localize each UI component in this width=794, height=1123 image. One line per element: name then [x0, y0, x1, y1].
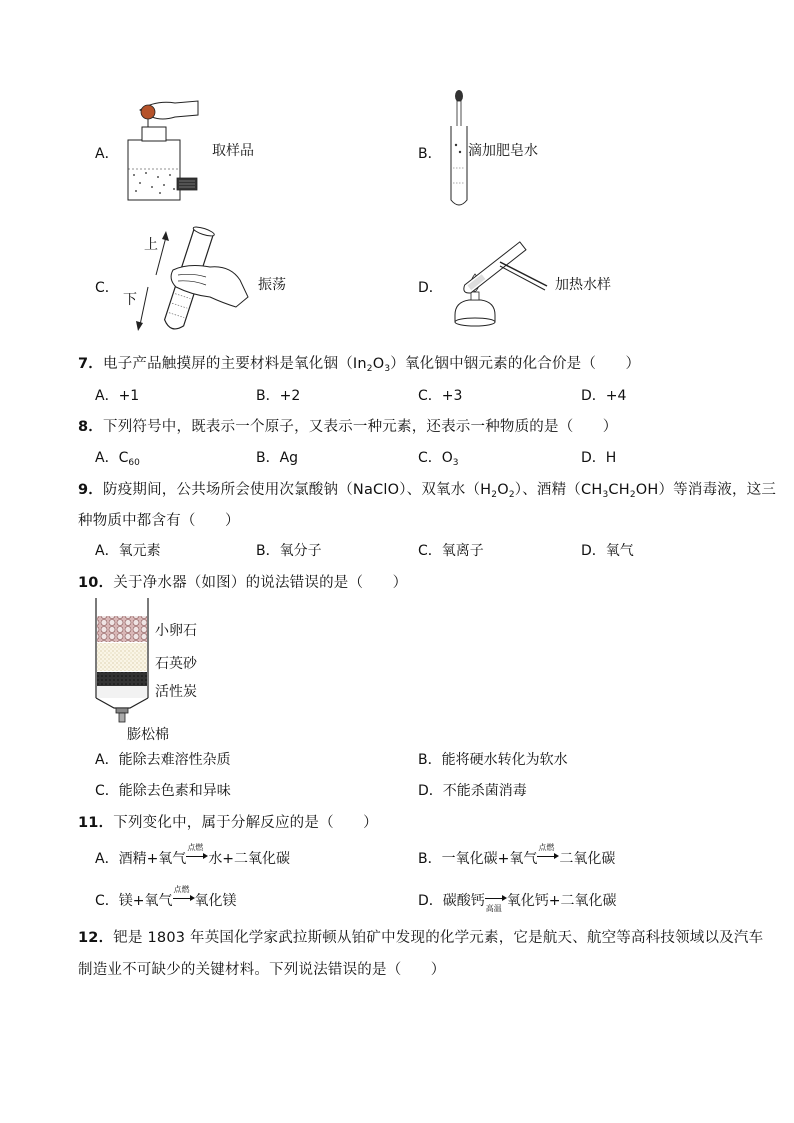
- question-10: 10．关于净水器（如图）的说法错误的是（ ）: [78, 575, 408, 591]
- question-11: 11．下列变化中，属于分解反应的是（ ）: [78, 815, 378, 831]
- q9-option-c[interactable]: C．氧离子: [418, 543, 484, 559]
- sample-bottle-illustration: [120, 95, 210, 205]
- activated-carbon-label: 活性炭: [155, 684, 197, 700]
- q8-option-a[interactable]: A．$C_{60}$: [95, 450, 140, 468]
- question-number: 9．: [78, 482, 103, 498]
- figure-c-letter: C．: [95, 280, 119, 296]
- question-number: 11．: [78, 815, 114, 831]
- q10-option-d[interactable]: D．不能杀菌消毒: [418, 783, 527, 799]
- quartz-sand-label: 石英砂: [155, 656, 197, 672]
- question-number: 12．: [78, 930, 114, 946]
- q7-option-a[interactable]: A．+1: [95, 388, 140, 404]
- pebble-label: 小卵石: [155, 623, 197, 639]
- up-label: 上: [144, 237, 158, 253]
- q7-option-d[interactable]: D．+4: [581, 388, 627, 404]
- q11-option-c[interactable]: C．镁+氧气 点燃 氧化镁: [95, 885, 237, 909]
- question-number: 8．: [78, 419, 103, 435]
- question-12-line-2: 制造业不可缺少的关键材料。下列说法错误的是（ ）: [78, 962, 446, 978]
- figure-a-letter: A．: [95, 146, 119, 162]
- q8-option-d[interactable]: D．H: [581, 450, 617, 466]
- reaction-arrow-icon: 高温: [485, 893, 507, 907]
- q11-option-b[interactable]: B．一氧化碳+氧气 点燃 二氧化碳: [418, 843, 616, 867]
- cotton-label: 膨松棉: [127, 727, 169, 743]
- reaction-arrow-icon: 点燃: [537, 851, 559, 865]
- question-9-line-1: 9．防疫期间，公共场所会使用次氯酸钠（NaClO）、双氧水$(H_2O_2)$、酒精$(CH_3CH_2OH)$等消毒液，这三: [78, 482, 777, 500]
- q11-option-a[interactable]: A．酒精+氧气 点燃 水+二氧化碳: [95, 843, 291, 867]
- q10-option-a[interactable]: A．能除去难溶性杂质: [95, 752, 231, 768]
- heating-tube-illustration: [445, 240, 550, 332]
- dropper-test-tube-illustration: [440, 88, 470, 213]
- question-number: 7．: [78, 356, 103, 372]
- q7-option-c[interactable]: C．+3: [418, 388, 463, 404]
- down-label: 下: [123, 292, 137, 308]
- question-number: 10．: [78, 575, 114, 591]
- q8-option-b[interactable]: B．Ag: [256, 450, 299, 466]
- figure-d-caption: 加热水样: [555, 277, 611, 293]
- shaking-test-tube-illustration: [118, 225, 258, 337]
- q10-option-c[interactable]: C．能除去色素和异味: [95, 783, 231, 799]
- figure-c-caption: 振荡: [258, 277, 286, 293]
- q8-option-c[interactable]: C．$O_3$: [418, 450, 459, 468]
- q9-option-a[interactable]: A．氧元素: [95, 543, 161, 559]
- q11-option-d[interactable]: D．碳酸钙 高温 氧化钙+二氧化碳: [418, 893, 617, 913]
- question-12-line-1: 12．钯是 1803 年英国化学家武拉斯顿从铂矿中发现的化学元素，它是航天、航空等高科技领域以及汽车: [78, 930, 764, 946]
- figure-a-caption: 取样品: [212, 143, 254, 159]
- q10-option-b[interactable]: B．能将硬水转化为软水: [418, 752, 568, 768]
- water-purifier-illustration: [92, 598, 154, 724]
- figure-b-caption: 滴加肥皂水: [468, 143, 538, 159]
- figure-d-letter: D．: [418, 280, 443, 296]
- q9-option-b[interactable]: B．氧分子: [256, 543, 322, 559]
- q7-option-b[interactable]: B．+2: [256, 388, 301, 404]
- figure-b-letter: B．: [418, 146, 442, 162]
- question-8: 8．下列符号中，既表示一个原子，又表示一种元素，还表示一种物质的是（ ）: [78, 419, 618, 435]
- question-9-line-2: 种物质中都含有（ ）: [78, 513, 240, 529]
- reaction-arrow-icon: 点燃: [186, 851, 208, 865]
- question-7: 7．电子产品触摸屏的主要材料是氧化铟$(In_2O_3)$氧化铟中铟元素的化合价是（ ）: [78, 356, 641, 374]
- reaction-arrow-icon: 点燃: [173, 893, 195, 907]
- q9-option-d[interactable]: D．氧气: [581, 543, 634, 559]
